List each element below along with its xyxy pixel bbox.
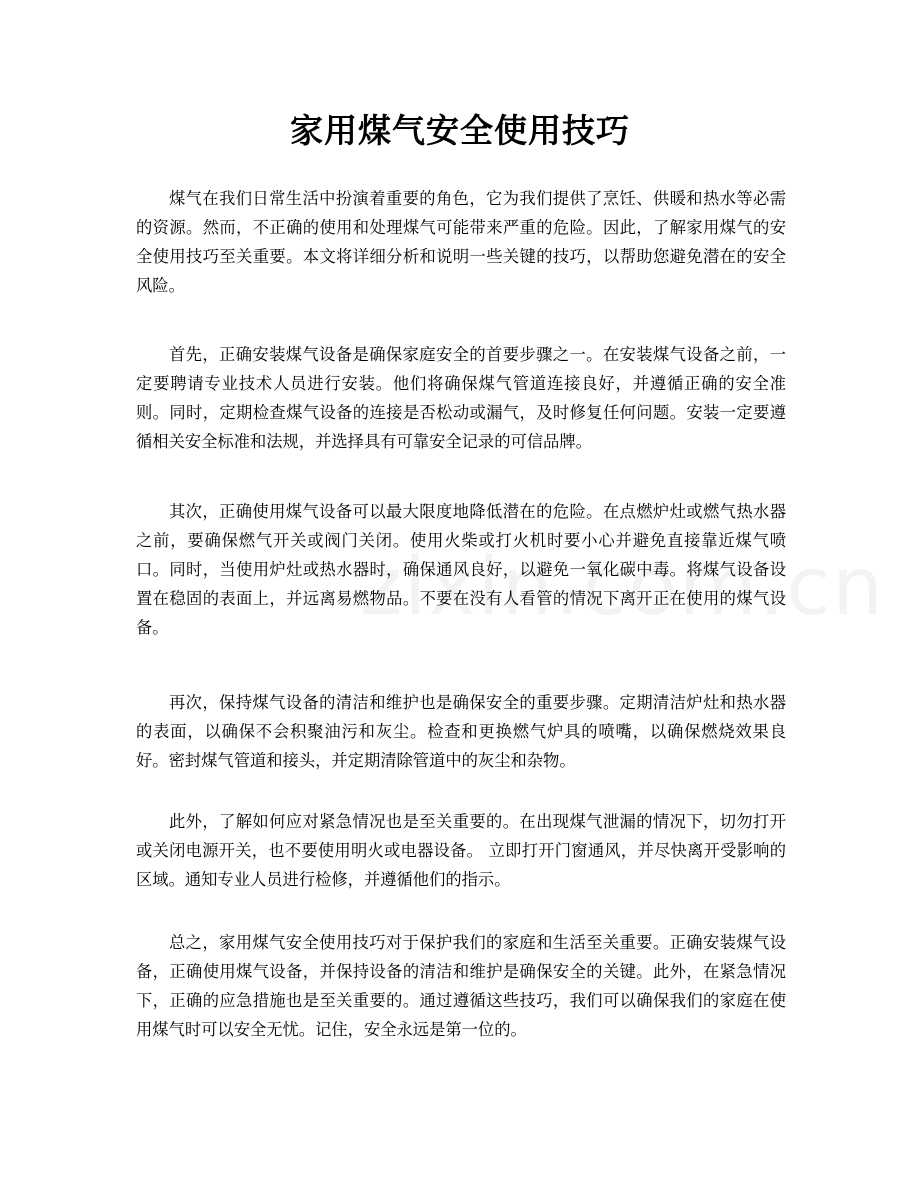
paragraph-usage: 其次，正确使用煤气设备可以最大限度地降低潜在的危险。在点燃炉灶或燃气热水器之前，要确保燃气开关或阀门关闭。使用火柴或打火机时要小心并避免直接靠近煤气喷口。同时，当使用炉灶或热水器时，确保通风良好，以避免一氧化碳中毒。将煤气设备设置在稳固的表面上，并远离易燃物品。不要在没有人看管的情况下离开正在使用的煤气设备。 — [136, 502, 786, 637]
paragraph-maintenance: 再次，保持煤气设备的清洁和维护也是确保安全的重要步骤。定期清洁炉灶和热水器的表面，以确保不会积聚油污和灰尘。检查和更换燃气炉具的喷嘴，以确保燃烧效果良好。密封煤气管道和接头，并定期清除管道中的灰尘和杂物。 — [136, 693, 786, 770]
paragraph-installation: 首先，正确安装煤气设备是确保家庭安全的首要步骤之一。在安装煤气设备之前，一定要聘请专业技术人员进行安装。他们将确保煤气管道连接良好，并遵循正确的安全准则。同时，定期检查煤气设备的连接是否松动或漏气，及时修复任何问题。安装一定要遵循相关安全标准和法规，并选择具有可靠安全记录的可信品牌。 — [136, 345, 786, 451]
paragraph-intro: 煤气在我们日常生活中扮演着重要的角色，它为我们提供了烹饪、供暖和热水等必需的资源。然而，不正确的使用和处理煤气可能带来严重的危险。因此，了解家用煤气的安全使用技巧至关重要。本文将详细分析和说明一些关键的技巧，以帮助您避免潜在的安全风险。 — [136, 189, 786, 295]
paragraph-emergency: 此外，了解如何应对紧急情况也是至关重要的。在出现煤气泄漏的情况下，切勿打开或关闭电源开关，也不要使用明火或电器设备。 立即打开门窗通风，并尽快离开受影响的区域。通知专业人员进行检修，并遵循他们的指示。 — [136, 812, 786, 889]
paragraph-conclusion: 总之，家用煤气安全使用技巧对于保护我们的家庭和生活至关重要。正确安装煤气设备，正确使用煤气设备，并保持设备的清洁和维护是确保安全的关键。此外，在紧急情况下，正确的应急措施也是至关重要的。通过遵循这些技巧，我们可以确保我们的家庭在使用煤气时可以安全无忧。记住，安全永远是第一位的。 — [136, 933, 786, 1039]
document-title: 家用煤气安全使用技巧 — [290, 111, 630, 150]
